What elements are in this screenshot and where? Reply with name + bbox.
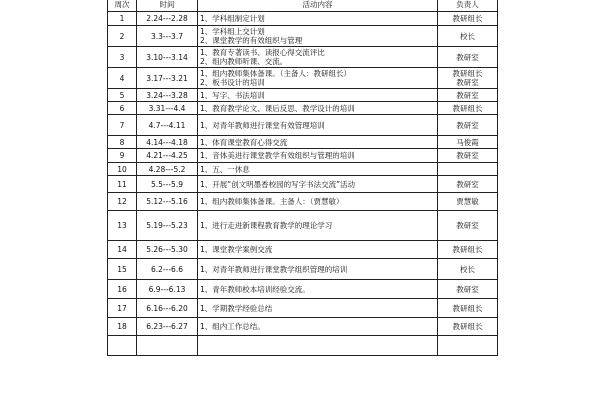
table-row bbox=[108, 163, 498, 176]
content-line: 1、开展“创文明墨香校园的写字书法交流”活动 bbox=[200, 179, 356, 189]
time-cell: 2.24---2.28 bbox=[137, 12, 198, 26]
content-cell bbox=[198, 115, 438, 136]
content-line: 1、对青年教师进行课堂教学组织管理的培训 bbox=[200, 264, 348, 274]
content-line: 2、课堂教学的有效组织与管理 bbox=[200, 36, 303, 45]
table-row bbox=[108, 47, 498, 68]
content-line: 1、音体美进行课堂教学有效组织与管理的培训 bbox=[200, 151, 355, 160]
content-line: 1、写字、书法培训 bbox=[200, 90, 265, 100]
time-cell: 6.2---6.6 bbox=[137, 259, 198, 280]
content-line: 1、青年教师校本培训经验交流。 bbox=[200, 284, 310, 294]
activity-schedule-table bbox=[107, 0, 498, 356]
time-cell: 3.24---3.28 bbox=[137, 89, 198, 102]
time-cell: 4.14---4.18 bbox=[137, 136, 198, 149]
content-line: 1、组内工作总结。 bbox=[200, 322, 265, 331]
owner-cell: 教研组长 bbox=[438, 241, 498, 259]
time-cell bbox=[137, 336, 198, 356]
owner-cell: 教研组长 bbox=[438, 318, 498, 336]
owner-cell bbox=[438, 163, 498, 176]
content-cell bbox=[198, 211, 438, 241]
table-row bbox=[108, 280, 498, 299]
table-row bbox=[108, 68, 498, 89]
table-row bbox=[108, 149, 498, 163]
owner-cell: 教研室 bbox=[438, 176, 498, 193]
header-week: 周次 bbox=[108, 0, 137, 12]
week-cell: 9 bbox=[108, 149, 137, 163]
content-cell bbox=[198, 241, 438, 259]
table-row bbox=[108, 336, 498, 356]
content-cell bbox=[198, 193, 438, 211]
week-cell: 17 bbox=[108, 299, 137, 318]
time-cell: 3.17---3.21 bbox=[137, 68, 198, 89]
table-row bbox=[108, 26, 498, 47]
content-cell bbox=[198, 336, 438, 356]
week-cell: 12 bbox=[108, 193, 137, 211]
content-line: 1、五、一休息 bbox=[200, 164, 250, 174]
time-cell: 5.12---5.16 bbox=[137, 193, 198, 211]
content-cell bbox=[198, 259, 438, 280]
week-cell: 10 bbox=[108, 163, 137, 176]
week-cell: 11 bbox=[108, 176, 137, 193]
time-cell: 4.7---4.11 bbox=[137, 115, 198, 136]
time-cell: 6.9---6.13 bbox=[137, 280, 198, 299]
time-cell: 4.21---4.25 bbox=[137, 149, 198, 163]
week-cell: 14 bbox=[108, 241, 137, 259]
table-row bbox=[108, 12, 498, 26]
week-cell: 13 bbox=[108, 211, 137, 241]
owner-cell: 教研组长 bbox=[438, 102, 498, 115]
content-cell bbox=[198, 318, 438, 336]
owner-cell: 教研室 bbox=[438, 280, 498, 299]
week-cell: 4 bbox=[108, 68, 137, 89]
owner-cell: 教研室 bbox=[438, 47, 498, 68]
header-content: 活动内容 bbox=[198, 0, 438, 12]
owner-cell: 校长 bbox=[438, 259, 498, 280]
owner-cell: 教研组长 bbox=[438, 299, 498, 318]
table-row bbox=[108, 89, 498, 102]
table-row bbox=[108, 102, 498, 115]
week-cell: 8 bbox=[108, 136, 137, 149]
time-cell: 4.28---5.2 bbox=[137, 163, 198, 176]
content-line: 1、教育教学论文、课后反思、教学设计的培训 bbox=[200, 103, 355, 113]
content-line: 1、对青年教师进行课堂有效管理培训 bbox=[200, 120, 325, 130]
content-cell bbox=[198, 176, 438, 193]
header-time: 时间 bbox=[137, 0, 198, 12]
week-cell: 5 bbox=[108, 89, 137, 102]
content-cell bbox=[198, 12, 438, 26]
content-cell bbox=[198, 26, 438, 47]
time-cell: 5.26---5.30 bbox=[137, 241, 198, 259]
content-line: 1、组内教师集体备课。（主备人：教研组长） bbox=[200, 69, 352, 78]
week-cell: 2 bbox=[108, 26, 137, 47]
owner-cell: 贾慧敏 bbox=[438, 193, 498, 211]
header-owner: 负责人 bbox=[438, 0, 498, 12]
content-cell bbox=[198, 136, 438, 149]
table-row bbox=[108, 318, 498, 336]
table-header-row bbox=[108, 0, 498, 12]
content-cell bbox=[198, 68, 438, 89]
content-cell bbox=[198, 299, 438, 318]
week-cell: 6 bbox=[108, 102, 137, 115]
owner-cell: 教研室 bbox=[438, 89, 498, 102]
content-line: 1、进行走进新课程教育教学的理论学习 bbox=[200, 221, 333, 230]
content-cell bbox=[198, 280, 438, 299]
content-cell bbox=[198, 149, 438, 163]
table-row bbox=[108, 193, 498, 211]
owner-cell: 马俊霞 bbox=[438, 136, 498, 149]
table-row bbox=[108, 115, 498, 136]
table-body bbox=[108, 12, 498, 356]
content-line: 1、组内教师集体备课。主备人：（贾慧敏） bbox=[200, 197, 344, 206]
table-row bbox=[108, 241, 498, 259]
owner-cell: 教研组长 教研室 bbox=[438, 68, 498, 89]
owner-cell: 教研组长 bbox=[438, 12, 498, 26]
table-row bbox=[108, 176, 498, 193]
content-cell bbox=[198, 89, 438, 102]
content-line: 2、组内教师听课、交流。 bbox=[200, 57, 288, 66]
week-cell: 3 bbox=[108, 47, 137, 68]
week-cell: 18 bbox=[108, 318, 137, 336]
week-cell: 1 bbox=[108, 12, 137, 26]
content-line: 1、学期教学经验总结 bbox=[200, 303, 273, 313]
owner-cell: 校长 bbox=[438, 26, 498, 47]
content-line: 1、教育专著读书、读报心得交流评比 bbox=[200, 48, 325, 57]
time-cell: 3.31---4.4 bbox=[137, 102, 198, 115]
week-cell: 7 bbox=[108, 115, 137, 136]
owner-cell: 教研室 bbox=[438, 115, 498, 136]
time-cell: 6.16---6.20 bbox=[137, 299, 198, 318]
week-cell: 16 bbox=[108, 280, 137, 299]
week-cell bbox=[108, 336, 137, 356]
time-cell: 5.19---5.23 bbox=[137, 211, 198, 241]
table-row bbox=[108, 259, 498, 280]
content-line: 1、学科组上交计划 bbox=[200, 27, 265, 36]
content-line: 2、板书设计的培训 bbox=[200, 78, 265, 87]
content-line: 1、学科组制定计划 bbox=[200, 14, 265, 23]
owner-cell bbox=[438, 336, 498, 356]
content-line: 1、体育课堂教育心得交流 bbox=[200, 137, 288, 147]
week-cell: 15 bbox=[108, 259, 137, 280]
table-row bbox=[108, 211, 498, 241]
owner-cell: 教研室 bbox=[438, 149, 498, 163]
time-cell: 6.23---6.27 bbox=[137, 318, 198, 336]
content-line: 1、课堂教学案例交流 bbox=[200, 245, 273, 254]
content-cell bbox=[198, 163, 438, 176]
time-cell: 3.10---3.14 bbox=[137, 47, 198, 68]
content-cell bbox=[198, 47, 438, 68]
table-row bbox=[108, 136, 498, 149]
owner-cell: 教研室 bbox=[438, 211, 498, 241]
content-cell bbox=[198, 102, 438, 115]
time-cell: 5.5---5.9 bbox=[137, 176, 198, 193]
table-row bbox=[108, 299, 498, 318]
time-cell: 3.3---3.7 bbox=[137, 26, 198, 47]
